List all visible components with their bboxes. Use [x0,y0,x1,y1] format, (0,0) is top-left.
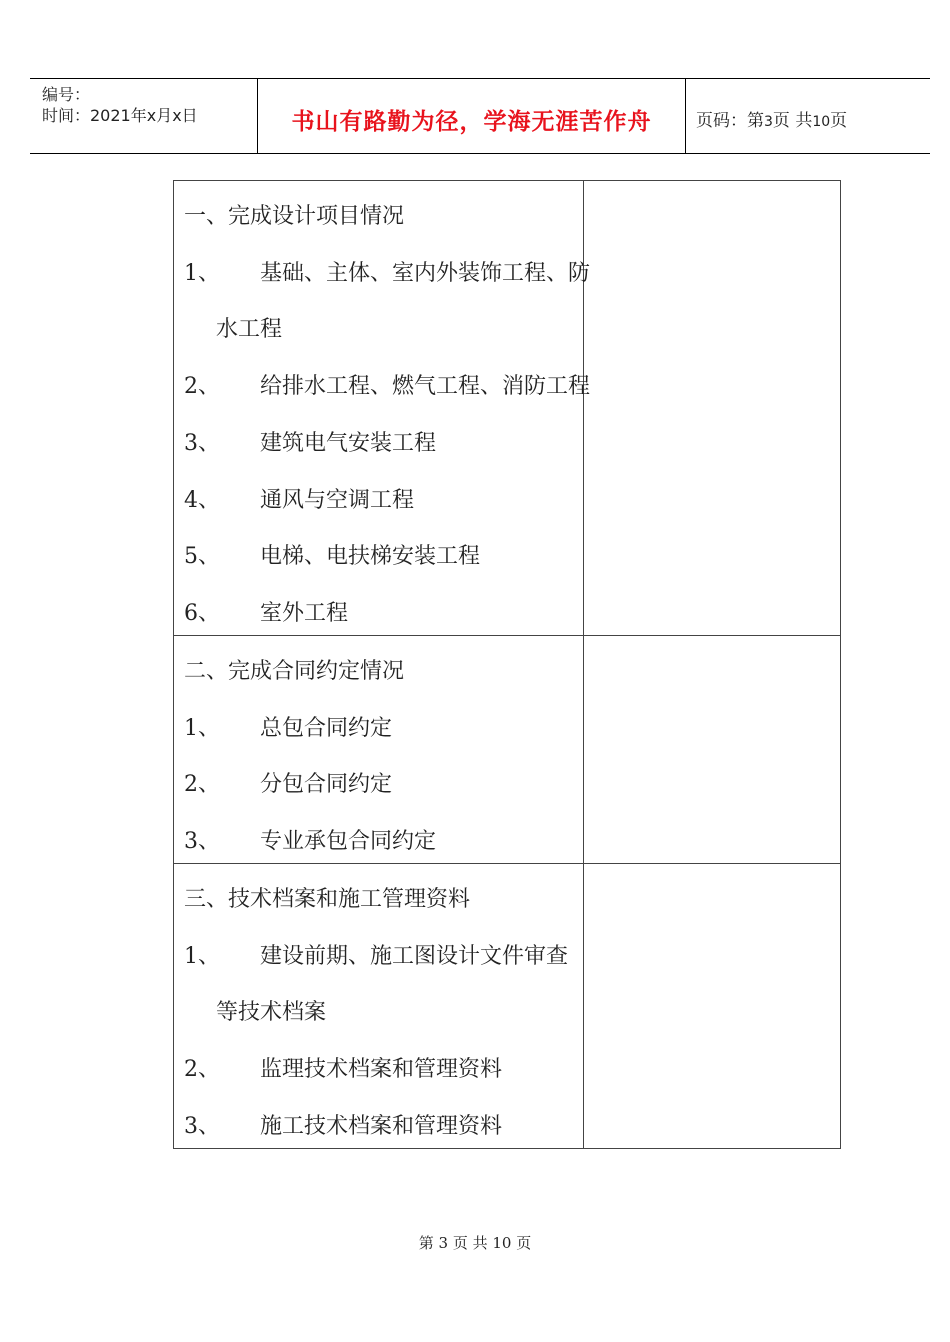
acceptance-table [173,180,841,1149]
header-motto-cell [258,79,686,153]
item-number: 1、 [184,944,220,969]
item-number: 2、 [184,374,220,399]
footer-total: 10 [492,1234,512,1252]
item-number: 3、 [184,1114,220,1139]
item-text: 给排水工程、燃气工程、消防工程 [260,374,591,399]
item-text: 监理技术档案和管理资料 [260,1057,503,1082]
section-title: 三、技术档案和施工管理资料 [184,887,471,912]
footer-current: 3 [438,1234,449,1252]
header-page-number [696,106,847,131]
item-number: 4、 [184,488,220,513]
item-number: 1、 [184,716,220,741]
page-suffix: 页 [830,111,848,131]
column-divider [583,181,584,1148]
document-number-label: 编号： [42,85,91,104]
item-text-continued: 等技术档案 [216,1000,327,1025]
item-number: 1、 [184,261,220,286]
page-footer [0,1232,950,1253]
document-time-label: 时间：2021年x月x日 [42,106,198,125]
footer-prefix: 第 [418,1234,434,1252]
header-meta [30,79,258,153]
page-header [30,78,930,154]
section-title: 一、完成设计项目情况 [184,204,405,229]
row-divider [174,635,840,636]
item-text: 室外工程 [260,601,349,626]
item-text: 通风与空调工程 [260,488,415,513]
header-motto: 书山有路勤为径，学海无涯苦作舟 [291,109,652,135]
item-text-continued: 水工程 [216,317,283,342]
footer-mid: 页 共 [452,1234,488,1252]
item-text: 总包合同约定 [260,716,393,741]
item-text: 专业承包合同约定 [260,829,437,854]
item-number: 2、 [184,1057,220,1082]
item-number: 3、 [184,829,220,854]
item-number: 6、 [184,601,220,626]
header-page-cell [686,79,930,153]
item-number: 2、 [184,772,220,797]
item-text: 建筑电气安装工程 [260,431,437,456]
item-text: 施工技术档案和管理资料 [260,1114,503,1139]
item-text: 基础、主体、室内外装饰工程、防 [260,261,591,286]
page-prefix: 页码：第 [696,111,764,131]
item-text: 电梯、电扶梯安装工程 [260,544,481,569]
item-text: 建设前期、施工图设计文件审查 [260,944,569,969]
item-number: 5、 [184,544,220,569]
section-title: 二、完成合同约定情况 [184,659,405,684]
item-text: 分包合同约定 [260,772,393,797]
item-number: 3、 [184,431,220,456]
page-total: 10 [812,114,831,130]
footer-suffix: 页 [516,1234,532,1252]
row-divider [174,863,840,864]
page-current: 3 [764,114,773,130]
page-mid: 页 共 [772,111,813,131]
